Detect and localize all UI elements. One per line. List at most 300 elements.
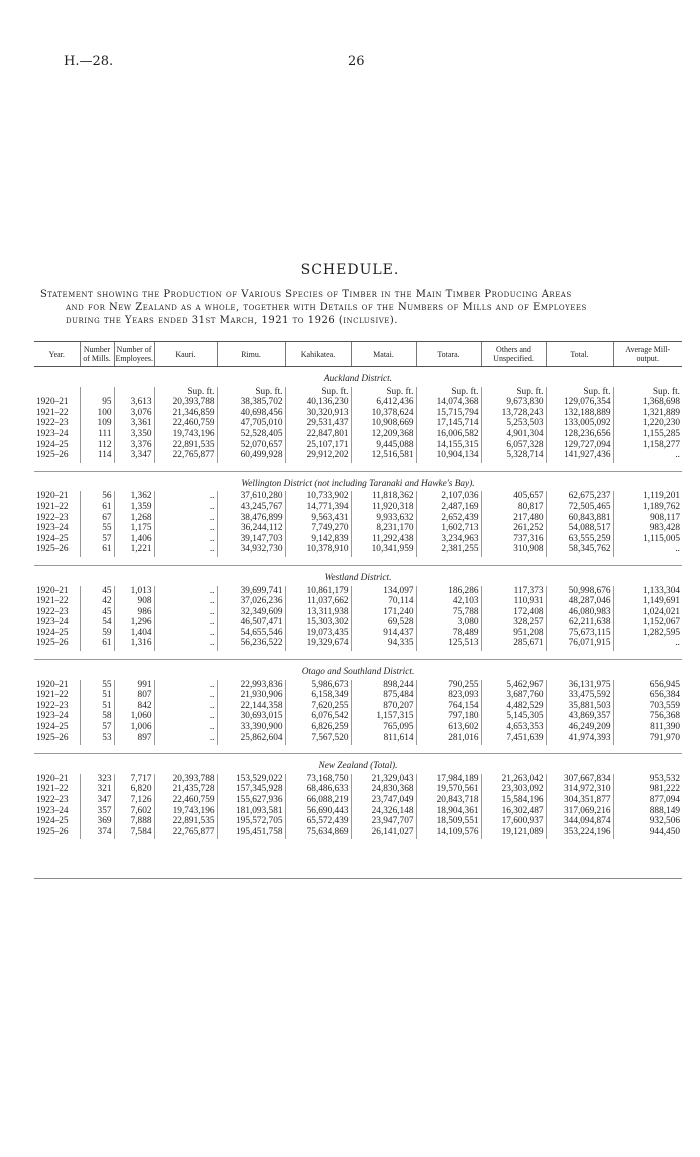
unit-label: Sup. ft. bbox=[613, 387, 682, 398]
table-row bbox=[34, 544, 682, 557]
schedule-title: SCHEDULE. bbox=[300, 262, 400, 278]
section-separator bbox=[34, 463, 682, 472]
value-cell: 9,673,830 bbox=[481, 397, 546, 408]
value-cell: 1,404 bbox=[114, 628, 154, 639]
value-cell: 932,506 bbox=[613, 816, 682, 827]
value-cell: 1,013 bbox=[114, 586, 154, 597]
table-row bbox=[34, 418, 682, 429]
value-cell: 132,188,889 bbox=[546, 408, 613, 419]
value-cell: 953,532 bbox=[613, 774, 682, 785]
value-cell: 877,094 bbox=[613, 795, 682, 806]
col-header-others: Others and Unspecified. bbox=[481, 342, 546, 367]
value-cell: 3,347 bbox=[114, 450, 154, 463]
value-cell: 7,888 bbox=[114, 816, 154, 827]
value-cell: 10,341,959 bbox=[351, 544, 416, 557]
value-cell: 304,351,877 bbox=[546, 795, 613, 806]
value-cell: 78,489 bbox=[416, 628, 481, 639]
value-cell: 217,480 bbox=[481, 513, 546, 524]
col-header-totara: Totara. bbox=[416, 342, 481, 367]
value-cell: 94,335 bbox=[351, 638, 416, 651]
value-cell: .. bbox=[154, 733, 217, 746]
year-cell: 1924–25 bbox=[36, 627, 69, 638]
value-cell: 21,329,043 bbox=[351, 774, 416, 785]
value-cell: 53 bbox=[80, 733, 114, 746]
section-heading-row bbox=[34, 367, 682, 387]
section-separator bbox=[34, 557, 682, 566]
col-header-rimu: Rimu. bbox=[217, 342, 285, 367]
value-cell: .. bbox=[154, 586, 217, 597]
value-cell: 3,361 bbox=[114, 418, 154, 429]
table-row bbox=[34, 450, 682, 463]
report-reference: H.—28. bbox=[64, 54, 114, 69]
value-cell: 4,901,304 bbox=[481, 429, 546, 440]
value-cell: 55 bbox=[80, 680, 114, 691]
year-cell: 1925–26 bbox=[36, 826, 69, 837]
caption-line-2: and for New Zealand as a whole, together with Details of the Numbers of Mills and of Employees bbox=[66, 302, 587, 313]
value-cell: 128,236,656 bbox=[546, 429, 613, 440]
value-cell: 54,655,546 bbox=[217, 628, 285, 639]
value-cell: 58,345,762 bbox=[546, 544, 613, 557]
value-cell: 21,435,728 bbox=[154, 784, 217, 795]
value-cell: 1,296 bbox=[114, 617, 154, 628]
value-cell: 57 bbox=[80, 722, 114, 733]
value-cell: 21,346,859 bbox=[154, 408, 217, 419]
unit-label: Sup. ft. bbox=[285, 387, 351, 398]
value-cell: 10,378,624 bbox=[351, 408, 416, 419]
table-row bbox=[34, 628, 682, 639]
value-cell: 45 bbox=[80, 586, 114, 597]
units-row bbox=[34, 387, 682, 398]
value-cell: 1,189,762 bbox=[613, 502, 682, 513]
value-cell: 51 bbox=[80, 690, 114, 701]
value-cell: 22,891,535 bbox=[154, 440, 217, 451]
table-row bbox=[34, 513, 682, 524]
value-cell: 1,115,005 bbox=[613, 534, 682, 545]
table-caption bbox=[40, 288, 680, 327]
value-cell: 61 bbox=[80, 502, 114, 513]
year-cell: 1924–25 bbox=[36, 816, 69, 827]
value-cell: 1,157,315 bbox=[351, 711, 416, 722]
value-cell: 328,257 bbox=[481, 617, 546, 628]
col-header-average: Average Mill-output. bbox=[613, 342, 682, 367]
year-cell: 1921–22 bbox=[36, 784, 69, 795]
value-cell: 111 bbox=[80, 429, 114, 440]
value-cell: 67 bbox=[80, 513, 114, 524]
value-cell: 112 bbox=[80, 440, 114, 451]
value-cell: 6,076,542 bbox=[285, 711, 351, 722]
table-row bbox=[34, 397, 682, 408]
table-row bbox=[34, 596, 682, 607]
year-cell: 1922–23 bbox=[36, 512, 69, 523]
value-cell: 59 bbox=[80, 628, 114, 639]
value-cell: 40,698,456 bbox=[217, 408, 285, 419]
table-row bbox=[34, 784, 682, 795]
value-cell: 72,505,465 bbox=[546, 502, 613, 513]
section-heading-row bbox=[34, 565, 682, 585]
value-cell: 46,080,983 bbox=[546, 607, 613, 618]
value-cell: 14,771,394 bbox=[285, 502, 351, 513]
value-cell: 3,234,963 bbox=[416, 534, 481, 545]
value-cell: 19,329,674 bbox=[285, 638, 351, 651]
value-cell: .. bbox=[154, 491, 217, 502]
year-cell: 1921–22 bbox=[36, 501, 69, 512]
section-heading-row bbox=[34, 754, 682, 774]
value-cell: 19,121,089 bbox=[481, 827, 546, 840]
table-row bbox=[34, 680, 682, 691]
year-cell: 1920–21 bbox=[36, 585, 69, 596]
table-row bbox=[34, 795, 682, 806]
value-cell: 842 bbox=[114, 701, 154, 712]
value-cell: 25,862,604 bbox=[217, 733, 285, 746]
value-cell: 61 bbox=[80, 638, 114, 651]
year-cell: 1923–24 bbox=[36, 428, 69, 439]
value-cell: 30,320,913 bbox=[285, 408, 351, 419]
value-cell: 3,687,760 bbox=[481, 690, 546, 701]
value-cell: 353,224,196 bbox=[546, 827, 613, 840]
value-cell: 66,088,219 bbox=[285, 795, 351, 806]
value-cell: 36,131,975 bbox=[546, 680, 613, 691]
value-cell: 3,076 bbox=[114, 408, 154, 419]
value-cell: 36,244,112 bbox=[217, 523, 285, 534]
value-cell: 23,747,049 bbox=[351, 795, 416, 806]
value-cell: 1,316 bbox=[114, 638, 154, 651]
value-cell: 18,509,551 bbox=[416, 816, 481, 827]
value-cell: 56 bbox=[80, 491, 114, 502]
value-cell: .. bbox=[154, 544, 217, 557]
value-cell: 75,673,115 bbox=[546, 628, 613, 639]
value-cell: 37,610,280 bbox=[217, 491, 285, 502]
value-cell: 55 bbox=[80, 523, 114, 534]
section-separator bbox=[34, 745, 682, 754]
value-cell: 791,970 bbox=[613, 733, 682, 746]
value-cell: 2,652,439 bbox=[416, 513, 481, 524]
value-cell: 14,155,315 bbox=[416, 440, 481, 451]
value-cell: 317,069,216 bbox=[546, 806, 613, 817]
section-heading: Wellington District (not including Taranaki and Hawke's Bay). bbox=[241, 478, 475, 489]
value-cell: 1,155,285 bbox=[613, 429, 682, 440]
timber-production-table bbox=[34, 341, 682, 839]
section-heading: Otago and Southland District. bbox=[301, 667, 415, 678]
value-cell: 1,359 bbox=[114, 502, 154, 513]
value-cell: 1,149,691 bbox=[613, 596, 682, 607]
col-header-kauri: Kauri. bbox=[154, 342, 217, 367]
value-cell: 374 bbox=[80, 827, 114, 840]
value-cell: 613,602 bbox=[416, 722, 481, 733]
value-cell: 17,600,937 bbox=[481, 816, 546, 827]
value-cell: 2,487,169 bbox=[416, 502, 481, 513]
col-header-employees: Number of Employees. bbox=[114, 342, 154, 367]
col-header-year: Year. bbox=[34, 342, 80, 367]
value-cell: 21,930,906 bbox=[217, 690, 285, 701]
table-row bbox=[34, 816, 682, 827]
value-cell: 1,221 bbox=[114, 544, 154, 557]
table-row bbox=[34, 690, 682, 701]
value-cell: 4,653,353 bbox=[481, 722, 546, 733]
value-cell: 129,076,354 bbox=[546, 397, 613, 408]
value-cell: 42,103 bbox=[416, 596, 481, 607]
value-cell: 45 bbox=[80, 607, 114, 618]
value-cell: 703,559 bbox=[613, 701, 682, 712]
value-cell: 186,286 bbox=[416, 586, 481, 597]
table-row bbox=[34, 827, 682, 840]
value-cell: 1,060 bbox=[114, 711, 154, 722]
value-cell: 6,057,328 bbox=[481, 440, 546, 451]
table-row bbox=[34, 722, 682, 733]
table-row bbox=[34, 733, 682, 746]
value-cell: 7,126 bbox=[114, 795, 154, 806]
value-cell: 5,145,305 bbox=[481, 711, 546, 722]
value-cell: 3,080 bbox=[416, 617, 481, 628]
table-row bbox=[34, 534, 682, 545]
value-cell: 42 bbox=[80, 596, 114, 607]
value-cell: 811,614 bbox=[351, 733, 416, 746]
value-cell: 57 bbox=[80, 534, 114, 545]
value-cell: 11,292,438 bbox=[351, 534, 416, 545]
table-row bbox=[34, 806, 682, 817]
value-cell: 12,209,368 bbox=[351, 429, 416, 440]
table-row bbox=[34, 429, 682, 440]
value-cell: 29,912,202 bbox=[285, 450, 351, 463]
value-cell: 7,602 bbox=[114, 806, 154, 817]
value-cell: 7,620,255 bbox=[285, 701, 351, 712]
unit-label: Sup. ft. bbox=[351, 387, 416, 398]
value-cell: 129,727,094 bbox=[546, 440, 613, 451]
value-cell: 62,211,638 bbox=[546, 617, 613, 628]
value-cell: 5,253,503 bbox=[481, 418, 546, 429]
year-cell: 1923–24 bbox=[36, 523, 69, 534]
value-cell: 110,931 bbox=[481, 596, 546, 607]
table-row bbox=[34, 617, 682, 628]
value-cell: 897 bbox=[114, 733, 154, 746]
unit-label: Sup. ft. bbox=[481, 387, 546, 398]
unit-label: Sup. ft. bbox=[546, 387, 613, 398]
value-cell: 25,107,171 bbox=[285, 440, 351, 451]
year-cell: 1925–26 bbox=[36, 544, 69, 555]
value-cell: 39,147,703 bbox=[217, 534, 285, 545]
value-cell: 15,303,302 bbox=[285, 617, 351, 628]
value-cell: .. bbox=[154, 502, 217, 513]
table-row bbox=[34, 586, 682, 597]
value-cell: 914,437 bbox=[351, 628, 416, 639]
value-cell: 15,584,196 bbox=[481, 795, 546, 806]
value-cell: 22,765,877 bbox=[154, 450, 217, 463]
unit-label: Sup. ft. bbox=[416, 387, 481, 398]
value-cell: .. bbox=[154, 617, 217, 628]
value-cell: .. bbox=[613, 638, 682, 651]
value-cell: 20,843,718 bbox=[416, 795, 481, 806]
value-cell: 2,381,255 bbox=[416, 544, 481, 557]
unit-label: Sup. ft. bbox=[154, 387, 217, 398]
value-cell: 16,006,582 bbox=[416, 429, 481, 440]
value-cell: 656,945 bbox=[613, 680, 682, 691]
value-cell: 155,627,936 bbox=[217, 795, 285, 806]
value-cell: 4,482,529 bbox=[481, 701, 546, 712]
value-cell: 6,826,259 bbox=[285, 722, 351, 733]
value-cell: 14,109,576 bbox=[416, 827, 481, 840]
value-cell: .. bbox=[154, 680, 217, 691]
value-cell: 40,136,230 bbox=[285, 397, 351, 408]
value-cell: 3,376 bbox=[114, 440, 154, 451]
header-row bbox=[34, 342, 682, 367]
value-cell: 1,362 bbox=[114, 491, 154, 502]
value-cell: 22,460,759 bbox=[154, 795, 217, 806]
value-cell: 811,390 bbox=[613, 722, 682, 733]
value-cell: 314,972,310 bbox=[546, 784, 613, 795]
year-cell: 1922–23 bbox=[36, 700, 69, 711]
value-cell: 134,097 bbox=[351, 586, 416, 597]
value-cell: 133,005,092 bbox=[546, 418, 613, 429]
value-cell: 347 bbox=[80, 795, 114, 806]
section-heading: New Zealand (Total). bbox=[318, 761, 398, 772]
value-cell: 172,408 bbox=[481, 607, 546, 618]
value-cell: 100 bbox=[80, 408, 114, 419]
caption-line-3: during the Years ended 31st March, 1921 to 1926 (inclusive). bbox=[66, 315, 398, 326]
value-cell: 1,220,230 bbox=[613, 418, 682, 429]
value-cell: 125,513 bbox=[416, 638, 481, 651]
year-cell: 1921–22 bbox=[36, 690, 69, 701]
table-row bbox=[34, 491, 682, 502]
value-cell: 908 bbox=[114, 596, 154, 607]
value-cell: 764,154 bbox=[416, 701, 481, 712]
value-cell: 61 bbox=[80, 544, 114, 557]
value-cell: 281,016 bbox=[416, 733, 481, 746]
value-cell: 1,175 bbox=[114, 523, 154, 534]
value-cell: 261,252 bbox=[481, 523, 546, 534]
value-cell: 41,974,393 bbox=[546, 733, 613, 746]
value-cell: 1,119,201 bbox=[613, 491, 682, 502]
value-cell: 369 bbox=[80, 816, 114, 827]
value-cell: 76,071,915 bbox=[546, 638, 613, 651]
value-cell: 37,026,236 bbox=[217, 596, 285, 607]
year-cell: 1923–24 bbox=[36, 711, 69, 722]
value-cell: 33,475,592 bbox=[546, 690, 613, 701]
value-cell: 35,881,503 bbox=[546, 701, 613, 712]
value-cell: 1,602,713 bbox=[416, 523, 481, 534]
value-cell: .. bbox=[613, 450, 682, 463]
value-cell: 13,728,243 bbox=[481, 408, 546, 419]
section-heading-row bbox=[34, 660, 682, 680]
table-row bbox=[34, 638, 682, 651]
value-cell: 323 bbox=[80, 774, 114, 785]
value-cell: 7,451,639 bbox=[481, 733, 546, 746]
value-cell: 23,947,707 bbox=[351, 816, 416, 827]
value-cell: 141,927,436 bbox=[546, 450, 613, 463]
value-cell: 52,528,405 bbox=[217, 429, 285, 440]
value-cell: 195,572,705 bbox=[217, 816, 285, 827]
value-cell: 1,406 bbox=[114, 534, 154, 545]
value-cell: 22,144,358 bbox=[217, 701, 285, 712]
table-row bbox=[34, 774, 682, 785]
value-cell: 22,765,877 bbox=[154, 827, 217, 840]
value-cell: 117,373 bbox=[481, 586, 546, 597]
value-cell: .. bbox=[154, 596, 217, 607]
value-cell: 6,158,349 bbox=[285, 690, 351, 701]
value-cell: 1,268 bbox=[114, 513, 154, 524]
value-cell: 10,861,179 bbox=[285, 586, 351, 597]
value-cell: 22,460,759 bbox=[154, 418, 217, 429]
value-cell: 80,817 bbox=[481, 502, 546, 513]
value-cell: 30,693,015 bbox=[217, 711, 285, 722]
value-cell: 22,891,535 bbox=[154, 816, 217, 827]
value-cell: .. bbox=[154, 513, 217, 524]
value-cell: 114 bbox=[80, 450, 114, 463]
value-cell: 285,671 bbox=[481, 638, 546, 651]
year-cell: 1925–26 bbox=[36, 450, 69, 461]
value-cell: 58 bbox=[80, 711, 114, 722]
year-cell: 1920–21 bbox=[36, 773, 69, 784]
value-cell: 34,932,730 bbox=[217, 544, 285, 557]
value-cell: 9,142,839 bbox=[285, 534, 351, 545]
table-row bbox=[34, 502, 682, 513]
value-cell: 56,236,522 bbox=[217, 638, 285, 651]
value-cell: 944,450 bbox=[613, 827, 682, 840]
value-cell: 43,245,767 bbox=[217, 502, 285, 513]
section-heading-row bbox=[34, 471, 682, 491]
year-cell: 1925–26 bbox=[36, 638, 69, 649]
value-cell: 823,093 bbox=[416, 690, 481, 701]
section-heading: Westland District. bbox=[324, 572, 392, 583]
value-cell: 23,303,092 bbox=[481, 784, 546, 795]
section-separator bbox=[34, 651, 682, 660]
value-cell: 344,094,874 bbox=[546, 816, 613, 827]
value-cell: 46,249,209 bbox=[546, 722, 613, 733]
year-cell: 1924–25 bbox=[36, 722, 69, 733]
value-cell: .. bbox=[613, 544, 682, 557]
value-cell: .. bbox=[154, 638, 217, 651]
value-cell: 20,393,788 bbox=[154, 397, 217, 408]
value-cell: 9,563,431 bbox=[285, 513, 351, 524]
value-cell: .. bbox=[154, 607, 217, 618]
value-cell: 24,326,148 bbox=[351, 806, 416, 817]
value-cell: 8,231,170 bbox=[351, 523, 416, 534]
table-row bbox=[34, 711, 682, 722]
value-cell: 1,152,067 bbox=[613, 617, 682, 628]
value-cell: .. bbox=[154, 711, 217, 722]
value-cell: 7,749,270 bbox=[285, 523, 351, 534]
value-cell: 9,933,632 bbox=[351, 513, 416, 524]
value-cell: 63,555,259 bbox=[546, 534, 613, 545]
table-row bbox=[34, 408, 682, 419]
value-cell: 1,158,277 bbox=[613, 440, 682, 451]
value-cell: 310,908 bbox=[481, 544, 546, 557]
value-cell: 46,507,471 bbox=[217, 617, 285, 628]
year-cell: 1922–23 bbox=[36, 418, 69, 429]
value-cell: 38,385,702 bbox=[217, 397, 285, 408]
value-cell: 19,743,196 bbox=[154, 806, 217, 817]
value-cell: 5,328,714 bbox=[481, 450, 546, 463]
value-cell: 7,717 bbox=[114, 774, 154, 785]
value-cell: 870,207 bbox=[351, 701, 416, 712]
value-cell: 765,095 bbox=[351, 722, 416, 733]
value-cell: 17,145,714 bbox=[416, 418, 481, 429]
year-cell: 1920–21 bbox=[36, 679, 69, 690]
value-cell: 75,634,869 bbox=[285, 827, 351, 840]
year-cell: 1922–23 bbox=[36, 606, 69, 617]
year-cell: 1923–24 bbox=[36, 805, 69, 816]
value-cell: 405,657 bbox=[481, 491, 546, 502]
value-cell: 69,528 bbox=[351, 617, 416, 628]
value-cell: 32,349,609 bbox=[217, 607, 285, 618]
value-cell: 29,531,437 bbox=[285, 418, 351, 429]
value-cell: 181,093,581 bbox=[217, 806, 285, 817]
value-cell: 797,180 bbox=[416, 711, 481, 722]
value-cell: 737,316 bbox=[481, 534, 546, 545]
value-cell: 22,847,801 bbox=[285, 429, 351, 440]
value-cell: 17,984,189 bbox=[416, 774, 481, 785]
value-cell: 19,570,561 bbox=[416, 784, 481, 795]
value-cell: 68,486,633 bbox=[285, 784, 351, 795]
value-cell: 109 bbox=[80, 418, 114, 429]
